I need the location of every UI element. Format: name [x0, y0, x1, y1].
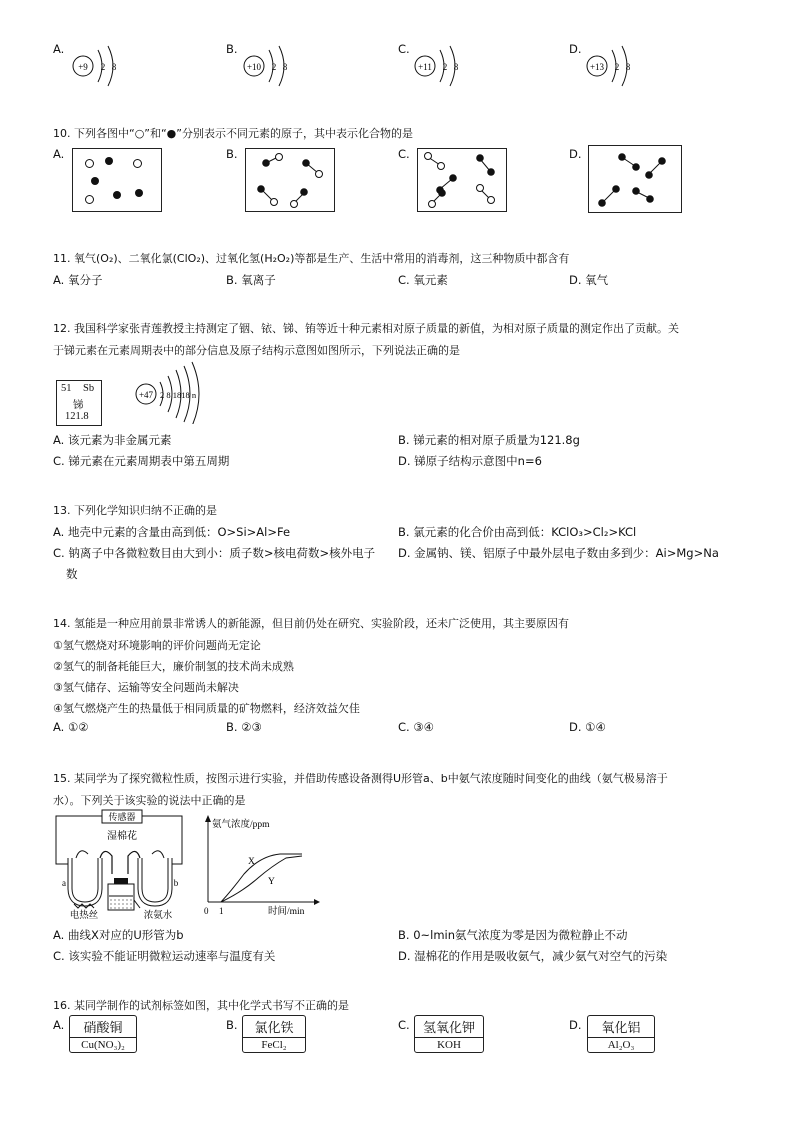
white-atom	[85, 195, 94, 204]
atomic-number: 51	[61, 383, 72, 394]
q12-option-b: B. 锑元素的相对原子质量为121.8g	[398, 433, 580, 447]
black-atom	[105, 157, 113, 165]
svg-text:氨气浓度/ppm: 氨气浓度/ppm	[212, 820, 270, 830]
q14-option-a: A. ①②	[53, 720, 89, 734]
svg-text:+10: +10	[246, 62, 262, 72]
sb-atom-structure-diagram	[132, 360, 212, 424]
q16-option-b-letter: B.	[226, 1018, 238, 1032]
q11-option-a: A. 氧分子	[53, 273, 103, 287]
black-atom	[113, 191, 121, 199]
u-tube-apparatus	[52, 808, 192, 920]
q16-option-c-letter: C.	[398, 1018, 410, 1032]
q15-stem-line1: 15. 某同学为了探究微粒性质，按图示进行实验，并借助传感设备测得U形管a、b中氨气浓度随时间变化的曲线（氨气极易溶于	[53, 772, 668, 785]
q14-item-3: ③氢气储存、运输等安全问题尚未解决	[53, 681, 239, 694]
q12-stem-line2: 于锑元素在元素周期表中的部分信息及原子结构示意图如图所示，下列说法正确的是	[53, 344, 460, 357]
q14-item-2: ②氢气的制备耗能巨大，廉价制氢的技术尚未成熟	[53, 660, 294, 673]
q15-option-a: A. 曲线X对应的U形管为b	[53, 928, 184, 942]
svg-text:+11: +11	[418, 62, 432, 72]
svg-text:电热丝: 电热丝	[69, 911, 99, 920]
q11-stem: 11. 氧气(O₂)、二氧化氯(ClO₂)、过氧化氢(H₂O₂)等都是生产、生活中常用的消毒剂，这三种物质中都含有	[53, 252, 570, 265]
svg-text:+47: +47	[138, 390, 154, 400]
element-name: 锑	[73, 400, 84, 411]
svg-text:b: b	[173, 878, 179, 888]
q14-item-1: ①氢气燃烧对环境影响的评价问题尚无定论	[53, 639, 261, 652]
svg-text:湿棉花: 湿棉花	[107, 831, 137, 842]
svg-text:时间/min: 时间/min	[268, 907, 305, 917]
label-name: 氯化铁	[243, 1016, 305, 1038]
q9-option-a-letter: A.	[53, 42, 65, 56]
q16-label-b	[242, 1015, 306, 1053]
svg-text:2: 2	[100, 62, 106, 72]
q9-option-d-letter: D.	[569, 42, 582, 56]
black-atom	[91, 177, 99, 185]
q16-label-d	[587, 1015, 655, 1053]
q9-option-b-atom	[241, 40, 301, 90]
svg-text:浓氨水: 浓氨水	[143, 911, 173, 920]
q9-option-d-atom	[584, 40, 644, 90]
q15-option-c: C. 该实验不能证明微粒运动速率与温度有关	[53, 949, 276, 963]
svg-text:a: a	[62, 878, 66, 888]
q14-stem: 14. 氢能是一种应用前景非常诱人的新能源，但目前仍处在研究、实验阶段，还未广泛使用，其主要原因有	[53, 617, 569, 630]
label-formula: Al₂O₃	[607, 1039, 635, 1051]
q16-label-c	[414, 1015, 484, 1053]
svg-text:8: 8	[111, 62, 117, 72]
q13-option-c: C. 钠离子中各微粒数目由大到小：质子数>核电荷数>核外电子	[53, 546, 376, 560]
q14-item-4: ④氢气燃烧产生的热量低于相同质量的矿物燃料，经济效益欠佳	[53, 702, 360, 715]
svg-text:1: 1	[219, 906, 224, 916]
ammonia-concentration-graph	[202, 812, 322, 918]
q11-option-d: D. 氧气	[569, 273, 609, 287]
svg-text:+13: +13	[589, 62, 605, 72]
q13-option-c-wrap: 数	[66, 567, 78, 581]
q9-option-c-atom	[412, 40, 472, 90]
svg-text:2: 2	[614, 62, 620, 72]
q14-option-b: B. ②③	[226, 720, 262, 734]
element-symbol: Sb	[83, 383, 95, 394]
q10-stem: 10. 下列各图中“○”和“●”分别表示不同元素的原子，其中表示化合物的是	[53, 127, 413, 140]
atomic-mass: 121.8	[65, 411, 89, 422]
white-atom	[85, 159, 94, 168]
q11-option-b: B. 氧离子	[226, 273, 276, 287]
black-atom	[135, 189, 143, 197]
q15-option-d: D. 湿棉花的作用是吸收氨气，减少氨气对空气的污染	[398, 949, 668, 963]
label-formula: KOH	[437, 1039, 461, 1051]
label-formula: FeCl₂	[261, 1039, 287, 1051]
q10-option-b-letter: B.	[226, 147, 238, 161]
svg-text:Y: Y	[268, 877, 275, 887]
q12-option-a: A. 该元素为非金属元素	[53, 433, 172, 447]
q10-option-b-box	[245, 148, 335, 212]
q12-option-d: D. 锑原子结构示意图中n=6	[398, 454, 542, 468]
q16-stem: 16. 某同学制作的试剂标签如图，其中化学式书写不正确的是	[53, 999, 349, 1012]
q16-option-d-letter: D.	[569, 1018, 582, 1032]
q13-option-a: A. 地壳中元素的含量由高到低：O>Si>Al>Fe	[53, 525, 291, 539]
q9-option-b-letter: B.	[226, 42, 238, 56]
q13-stem: 13. 下列化学知识归纳不正确的是	[53, 504, 217, 517]
q10-option-a-box	[72, 148, 162, 212]
svg-text:传感器: 传感器	[108, 812, 136, 822]
q12-stem-line1: 12. 我国科学家张青莲教授主持测定了铟、铱、锑、铕等近十种元素相对原子质量的新值，为相对原子质量的测定作出了贡献。关	[53, 322, 679, 335]
element-card-sb	[56, 380, 102, 426]
q16-label-a	[69, 1015, 137, 1053]
label-name: 氢氧化钾	[415, 1016, 483, 1038]
q11-option-c: C. 氧元素	[398, 273, 448, 287]
q10-option-d-letter: D.	[569, 147, 582, 161]
q10-option-a-letter: A.	[53, 147, 65, 161]
q13-option-b: B. 氯元素的化合价由高到低：KClO₃>Cl₂>KCl	[398, 525, 637, 539]
svg-text:0: 0	[204, 906, 209, 916]
label-formula: Cu(NO₃)₂	[81, 1039, 125, 1051]
svg-text:2 8 1818 n: 2 8 1818 n	[160, 390, 197, 400]
q14-option-c: C. ③④	[398, 720, 434, 734]
q10-option-d-box	[588, 145, 682, 213]
svg-text:X: X	[248, 857, 255, 867]
q16-option-a-letter: A.	[53, 1018, 65, 1032]
q15-option-b: B. 0~lmin氨气浓度为零是因为微粒静止不动	[398, 928, 628, 942]
q14-option-d: D. ①④	[569, 720, 606, 734]
svg-text:2: 2	[442, 62, 448, 72]
q12-option-c: C. 锑元素在元素周期表中第五周期	[53, 454, 230, 468]
q10-option-c-letter: C.	[398, 147, 410, 161]
q10-option-c-box	[417, 148, 507, 212]
q15-stem-line2: 水）。下列关于该实验的说法中正确的是	[53, 794, 246, 807]
label-name: 氧化铝	[588, 1016, 654, 1038]
svg-text:2: 2	[271, 62, 277, 72]
svg-text:8: 8	[453, 62, 459, 72]
white-atom	[133, 159, 142, 168]
label-name: 硝酸铜	[70, 1016, 136, 1038]
svg-text:+9: +9	[78, 62, 88, 72]
svg-text:8: 8	[282, 62, 288, 72]
svg-text:8: 8	[625, 62, 631, 72]
q13-option-d: D. 金属钠、镁、铝原子中最外层电子数由多到少：Ai>Mg>Na	[398, 546, 719, 560]
q9-option-a-atom	[70, 40, 130, 90]
q9-option-c-letter: C.	[398, 42, 410, 56]
